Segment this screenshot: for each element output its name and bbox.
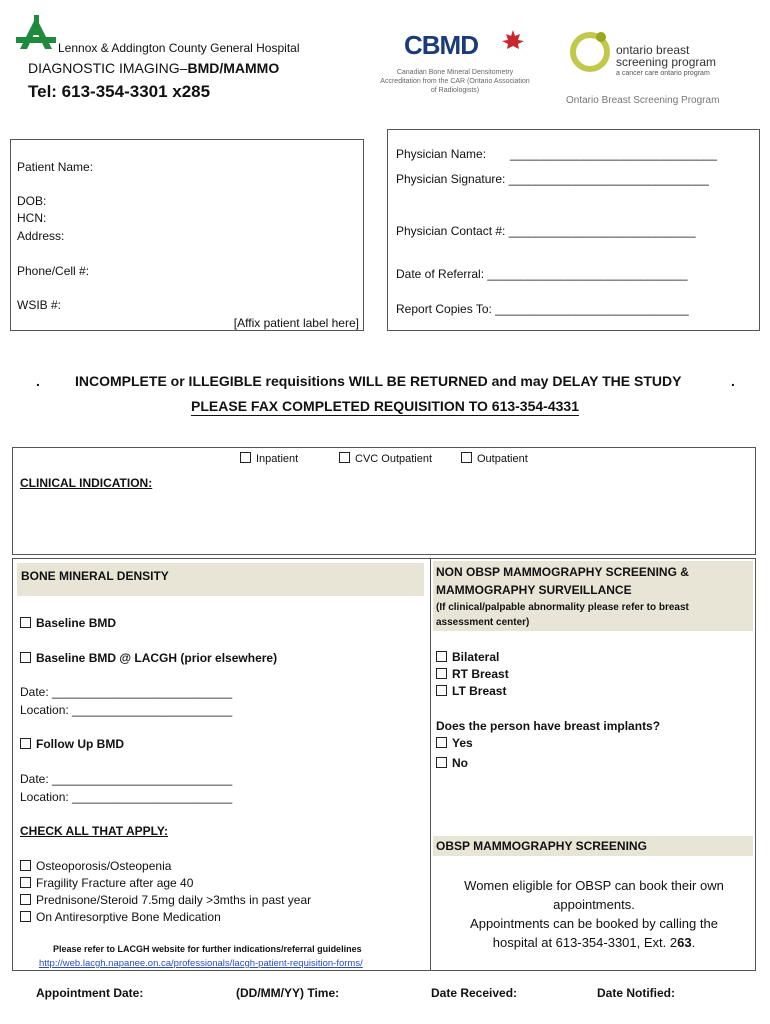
obsp-caption: Ontario Breast Screening Program bbox=[566, 95, 720, 106]
non-obsp-header bbox=[433, 561, 753, 631]
appointment-time-label[interactable]: (DD/MM/YY) Time: bbox=[236, 986, 340, 1000]
check-all-label: CHECK ALL THAT APPLY: bbox=[20, 824, 169, 838]
date-of-referral[interactable]: Date of Referral: ______________________________ bbox=[396, 267, 688, 281]
date-received-label[interactable]: Date Received: bbox=[431, 986, 518, 1000]
bmd-location-1[interactable]: Location: ________________________ bbox=[20, 703, 233, 717]
bmd-header bbox=[17, 563, 424, 596]
address-label[interactable]: Address: bbox=[17, 229, 65, 243]
notice-line-1: INCOMPLETE or ILLEGIBLE requisitions WILL BE RETURNED and may DELAY THE STUDY bbox=[75, 373, 682, 389]
obsp-header bbox=[433, 836, 753, 856]
bmd-date-2[interactable]: Date: ___________________________ bbox=[20, 772, 233, 786]
phone-label[interactable]: Phone/Cell #: bbox=[17, 264, 90, 278]
obsp-logo-line2: screening program bbox=[616, 55, 717, 69]
physician-name-line[interactable]: _______________________________ bbox=[510, 147, 717, 161]
department-title bbox=[28, 60, 279, 76]
hcn-label[interactable]: HCN: bbox=[17, 211, 47, 225]
obsp-info-ext: 63 bbox=[677, 935, 692, 950]
obsp-info-line-4 bbox=[431, 933, 757, 952]
non-obsp-title-1: NON OBSP MAMMOGRAPHY SCREENING & bbox=[436, 565, 689, 579]
department-prefix: DIAGNOSTIC IMAGING– bbox=[28, 60, 188, 76]
cvc-outpatient-checkbox[interactable]: CVC Outpatient bbox=[339, 452, 432, 465]
patient-info-box bbox=[10, 139, 364, 331]
baseline-bmd-lacgh-checkbox[interactable]: Baseline BMD @ LACGH (prior elsewhere) bbox=[20, 651, 277, 665]
report-copies-to[interactable]: Report Copies To: _____________________________ bbox=[396, 302, 689, 316]
department-bold: BMD/MAMMO bbox=[187, 60, 280, 76]
obsp-info-line-3: Appointments can be booked by calling the bbox=[470, 916, 718, 931]
obsp-info-phone: hospital at 613-354-3301, Ext. 2 bbox=[492, 935, 678, 950]
risk-steroid-checkbox[interactable]: Prednisone/Steroid 7.5mg daily >3mths in past year bbox=[20, 893, 311, 907]
cbmd-caption: Canadian Bone Mineral Densitometry Accreditation from the CAR (Ontario Association of Radiologists) bbox=[380, 69, 530, 94]
implants-yes-checkbox[interactable]: Yes bbox=[436, 736, 473, 750]
inpatient-checkbox[interactable]: Inpatient bbox=[240, 452, 298, 465]
hospital-logo bbox=[14, 15, 58, 53]
physician-signature[interactable]: Physician Signature: ______________________________ bbox=[396, 172, 709, 186]
implants-question: Does the person have breast implants? bbox=[436, 719, 661, 733]
date-notified-label[interactable]: Date Notified: bbox=[597, 986, 675, 1000]
obsp-info bbox=[431, 876, 757, 952]
outpatient-checkbox[interactable]: Outpatient bbox=[461, 452, 528, 465]
referral-guidelines-note: Please refer to LACGH website for further indications/referral guidelines bbox=[53, 944, 362, 954]
rt-breast-checkbox[interactable]: RT Breast bbox=[436, 667, 509, 681]
mammo-box bbox=[430, 558, 756, 971]
non-obsp-note-1: (If clinical/palpable abnormality please refer to breast bbox=[436, 602, 689, 613]
patient-name-label[interactable]: Patient Name: bbox=[17, 160, 94, 174]
physician-contact[interactable]: Physician Contact #: ____________________________ bbox=[396, 224, 696, 238]
notice-dot-right: . bbox=[731, 373, 735, 389]
non-obsp-title-2: MAMMOGRAPHY SURVEILLANCE bbox=[436, 583, 632, 597]
bmd-location-2[interactable]: Location: ________________________ bbox=[20, 790, 233, 804]
notice-dot-left: . bbox=[36, 373, 40, 389]
obsp-info-line-2: appointments. bbox=[553, 897, 635, 912]
bmd-title: BONE MINERAL DENSITY bbox=[21, 569, 169, 583]
baseline-bmd-checkbox[interactable]: Baseline BMD bbox=[20, 616, 116, 630]
cbmd-logo bbox=[404, 30, 524, 66]
notice-line-2 bbox=[0, 398, 770, 414]
lt-breast-checkbox[interactable]: LT Breast bbox=[436, 684, 506, 698]
clinical-indication-label: CLINICAL INDICATION: bbox=[20, 476, 153, 490]
physician-info-box bbox=[387, 129, 760, 331]
implants-no-checkbox[interactable]: No bbox=[436, 756, 468, 770]
appointment-date-label[interactable]: Appointment Date: bbox=[36, 986, 144, 1000]
obsp-logo-mark bbox=[568, 28, 614, 74]
maple-leaf-icon bbox=[502, 30, 524, 52]
obsp-info-end: . bbox=[691, 935, 696, 950]
obsp-logo-line1: ontario breast bbox=[616, 43, 690, 57]
cbmd-logo-text: CBMD bbox=[404, 30, 478, 60]
clinical-indication-box bbox=[12, 447, 756, 555]
requisition-forms-link[interactable]: http://web.lacgh.napanee.on.ca/professionals/lacgh-patient-requisition-forms/ bbox=[39, 958, 363, 969]
non-obsp-note-2: assessment center) bbox=[436, 617, 530, 628]
obsp-title: OBSP MAMMOGRAPHY SCREENING bbox=[436, 839, 647, 853]
dob-label[interactable]: DOB: bbox=[17, 194, 47, 208]
risk-osteoporosis-checkbox[interactable]: Osteoporosis/Osteopenia bbox=[20, 859, 171, 873]
followup-bmd-checkbox[interactable]: Follow Up BMD bbox=[20, 737, 124, 751]
risk-antiresorptive-checkbox[interactable]: On Antiresorptive Bone Medication bbox=[20, 910, 221, 924]
obsp-logo bbox=[568, 28, 728, 84]
obsp-info-line-1: Women eligible for OBSP can book their own bbox=[464, 878, 724, 893]
obsp-logo-tag: a cancer care ontario program bbox=[616, 70, 710, 77]
risk-fracture-checkbox[interactable]: Fragility Fracture after age 40 bbox=[20, 876, 193, 890]
bmd-date-1[interactable]: Date: ___________________________ bbox=[20, 685, 233, 699]
hospital-name: Lennox & Addington County General Hospital bbox=[58, 41, 300, 55]
fax-number-notice: PLEASE FAX COMPLETED REQUISITION TO 613-354-4331 bbox=[191, 398, 579, 414]
bilateral-checkbox[interactable]: Bilateral bbox=[436, 650, 499, 664]
physician-name-label[interactable]: Physician Name: bbox=[396, 147, 487, 161]
wsib-label[interactable]: WSIB #: bbox=[17, 298, 62, 312]
telephone: Tel: 613-354-3301 x285 bbox=[28, 82, 211, 101]
exam-box bbox=[12, 558, 430, 971]
patient-label-note: [Affix patient label here] bbox=[233, 316, 359, 330]
